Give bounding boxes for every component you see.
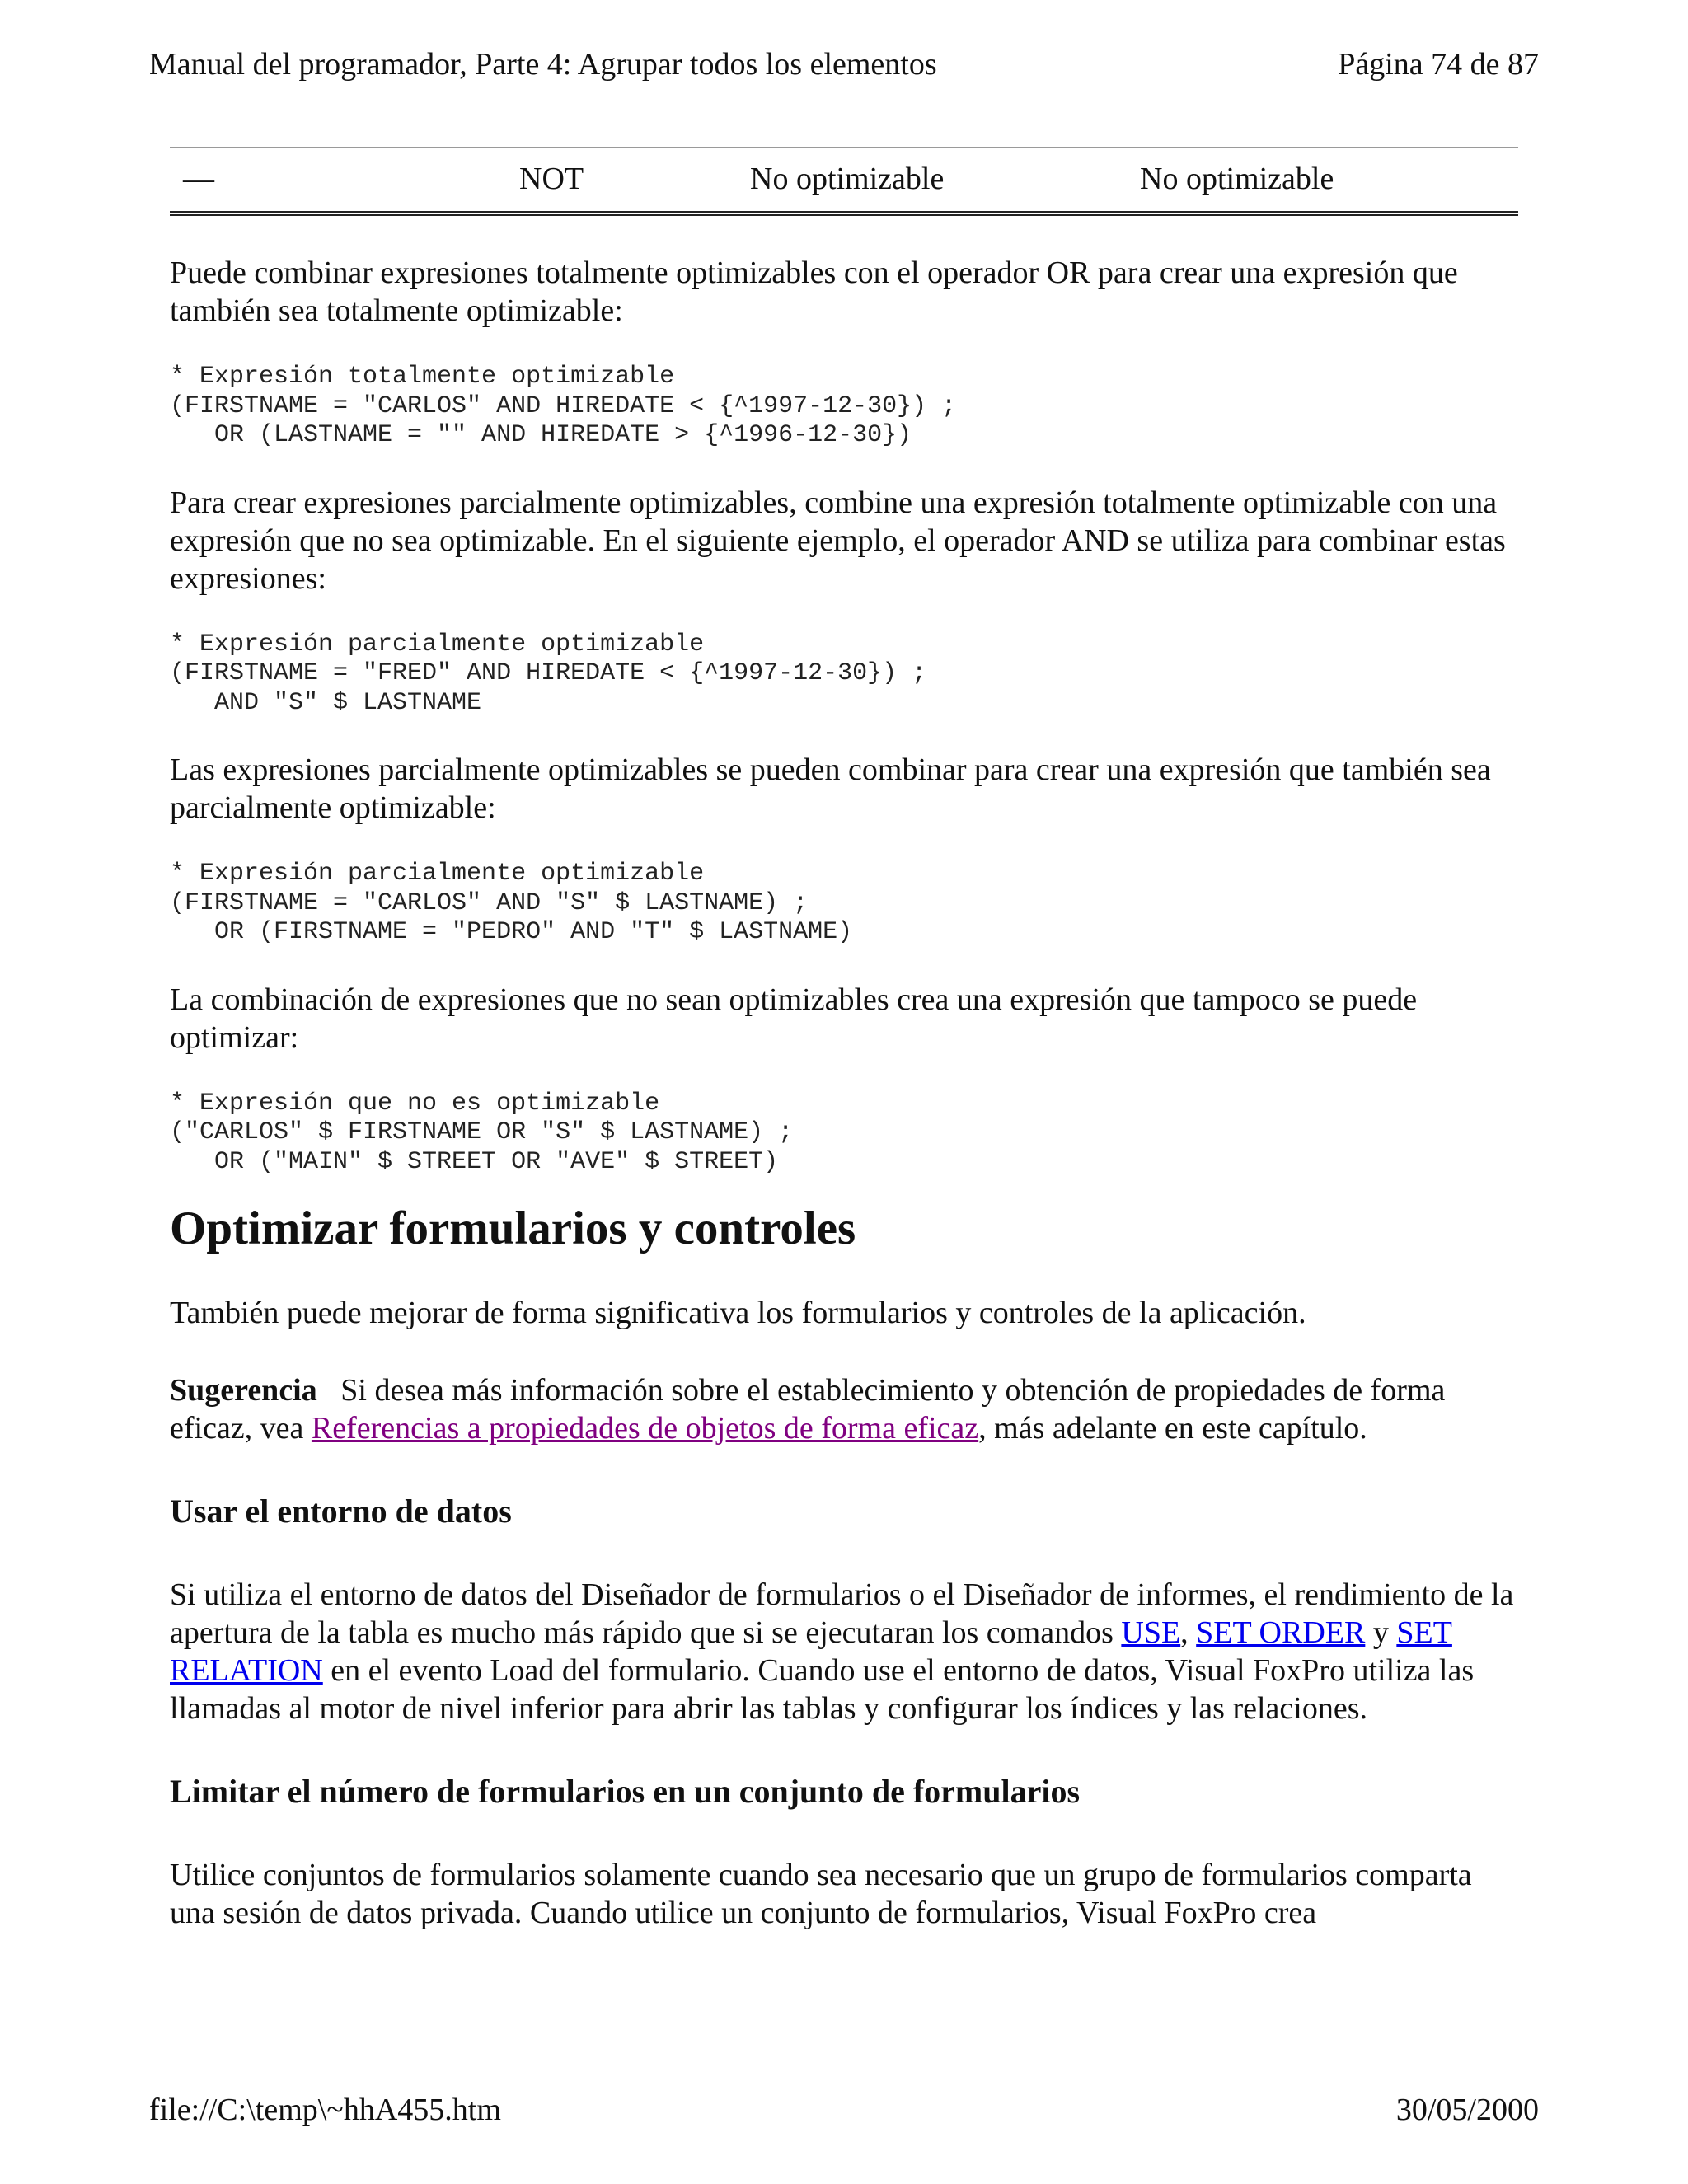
paragraph-or-fully-optimizable: Puede combinar expresiones totalmente optimizables con el operador OR para crear una expresión que también sea totalmente optimizable:: [170, 255, 1458, 328]
paragraph-improve-forms: También puede mejorar de forma significativa los formularios y controles de la aplicación.: [170, 1296, 1306, 1330]
code-example-partially-optimizable-1: * Expresión parcialmente optimizable (FIRSTNAME = "FRED" AND HIREDATE < {^1997-12-30}) ; AND "S" $ LASTNAME: [170, 630, 927, 717]
subheading-limit-formsets: Limitar el número de formularios en un conjunto de formularios: [170, 1773, 1081, 1810]
footer-file-path: file://C:\temp\~hhA455.htm: [149, 2093, 501, 2127]
operator-table-row: [170, 147, 1518, 216]
table-cell-dash: —: [183, 162, 214, 196]
link-use[interactable]: USE: [1121, 1615, 1181, 1650]
page-number: Página 74 de 87: [1338, 47, 1539, 82]
code-example-partially-optimizable-2: * Expresión parcialmente optimizable (FIRSTNAME = "CARLOS" AND "S" $ LASTNAME) ; OR (FIRSTNAME = "PEDRO" AND "T" $ LASTNAME): [170, 860, 853, 946]
table-cell-optimizable-1: No optimizable: [750, 162, 945, 196]
tip-text: Si desea más información sobre el establecimiento y obtención de propiedades de forma eficaz, vea: [170, 1373, 1453, 1446]
code-example-fully-optimizable: * Expresión totalmente optimizable (FIRSTNAME = "CARLOS" AND HIREDATE < {^1997-12-30}) ; OR (LASTNAME = "" AND HIREDATE > {^1996-12-30}): [170, 363, 957, 449]
subheading-data-environment: Usar el entorno de datos: [170, 1493, 512, 1530]
tip-label: Sugerencia: [170, 1373, 317, 1408]
section-heading-forms-controls: Optimizar formularios y controles: [170, 1202, 856, 1254]
footer-date: 30/05/2000: [1395, 2093, 1539, 2127]
table-cell-optimizable-2: No optimizable: [1140, 162, 1334, 196]
tip-text-end: , más adelante en este capítulo.: [978, 1411, 1367, 1446]
link-set-relation[interactable]: SET RELATION: [170, 1615, 1452, 1688]
paragraph-data-environment: Si utiliza el entorno de datos del Diseñador de formularios o el Diseñador de informes, el rendimiento de la apertura de la tabla es mucho más rápido que si se ejecutaran los comandos USE, SET ORDER y SET RELATION en el evento Load del formulario. Cuando use el entorno de datos, Visual FoxPro utiliza las llamadas al motor de nivel inferior para abrir las tablas y configurar los índices y las relaciones.: [170, 1577, 1514, 1726]
paragraph-not-optimizable: La combinación de expresiones que no sean optimizables crea una expresión que tampoco se puede optimizar:: [170, 982, 1418, 1055]
document-body: [170, 147, 1518, 1932]
paragraph-partially-optimizable: Para crear expresiones parcialmente optimizables, combine una expresión totalmente optimizable con una expresión que no sea optimizable. En el siguiente ejemplo, el operador AND se utiliza para combinar estas expresiones:: [170, 485, 1506, 596]
link-set-order[interactable]: SET ORDER: [1196, 1615, 1366, 1650]
code-example-not-optimizable: * Expresión que no es optimizable ("CARLOS" $ FIRSTNAME OR "S" $ LASTNAME) ; OR ("MAIN" $ STREET OR "AVE" $ STREET): [170, 1089, 794, 1176]
paragraph-combine-partial: Las expresiones parcialmente optimizables se pueden combinar para crear una expresión que también sea parcialmente optimizable:: [170, 752, 1491, 825]
paragraph-formsets: Utilice conjuntos de formularios solamente cuando sea necesario que un grupo de formularios comparta una sesión de datos privada. Cuando utilice un conjunto de formularios, Visual FoxPro crea: [170, 1858, 1472, 1930]
tip-paragraph: [170, 1371, 1518, 1447]
page-header-title: Manual del programador, Parte 4: Agrupar todos los elementos: [149, 47, 937, 82]
table-cell-operator: NOT: [519, 162, 584, 196]
link-object-properties[interactable]: Referencias a propiedades de objetos de forma eficaz: [311, 1411, 979, 1446]
